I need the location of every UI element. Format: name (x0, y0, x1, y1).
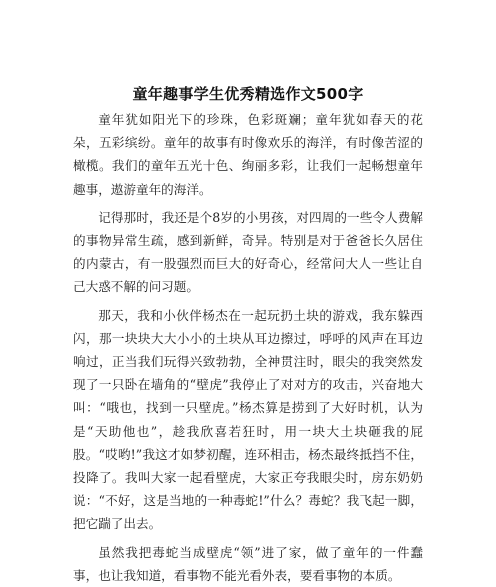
document-title: 童年趣事学生优秀精选作文500字 (132, 85, 364, 104)
paragraph-conclusion: 虽然我把毒蛇当成壁虎“领”进了家，做了童年的一件蠢事，也让我知道，看事物不能光看外表，要看事物的本质。 (73, 544, 423, 583)
paragraph-story: 那天，我和小伙伴杨杰在一起玩扔土块的游戏，我东躲西闪，那一块块大大小小的土块从耳边擦过，呼呼的风声在耳边响过，正当我们玩得兴致勃勃，全神贯注时，眼尖的我突然发现了一只卧在墙角的“壁虎”我停止了对对方的攻击，兴奋地大叫：“哦也，找到一只壁虎。”杨杰算是捞到了大好时机，认为是“天助他也”，趁我欣喜若狂时，用一块大土块砸我的屁股。“哎哟!”我这才如梦初醒，连环相击，杨杰最终抵挡不住，投降了。我叫大家一起看壁虎，大家正夸我眼尖时，房东奶奶说：“不好，这是当地的一种毒蛇!”什么？毒蛇？我飞起一脚，把它踹了出去。 (73, 307, 423, 532)
paragraph-memory: 记得那时，我还是个8岁的小男孩，对四周的一些令人费解的事物异常生疏，感到新鲜，奇异。特别是对于爸爸长久居住的内蒙古，有一股强烈而巨大的好奇心，经常问大人一些让自己大惑不解的问习题。 (73, 209, 423, 295)
document-body (73, 108, 423, 587)
paragraph-intro: 童年犹如阳光下的珍珠，色彩斑斓；童年犹如春天的花朵，五彩缤纷。童年的故事有时像欢乐的海洋，有时像苦涩的橄榄。我们的童年五光十色、绚丽多彩，让我们一起畅想童年趣事，遨游童年的海洋。 (73, 112, 423, 197)
